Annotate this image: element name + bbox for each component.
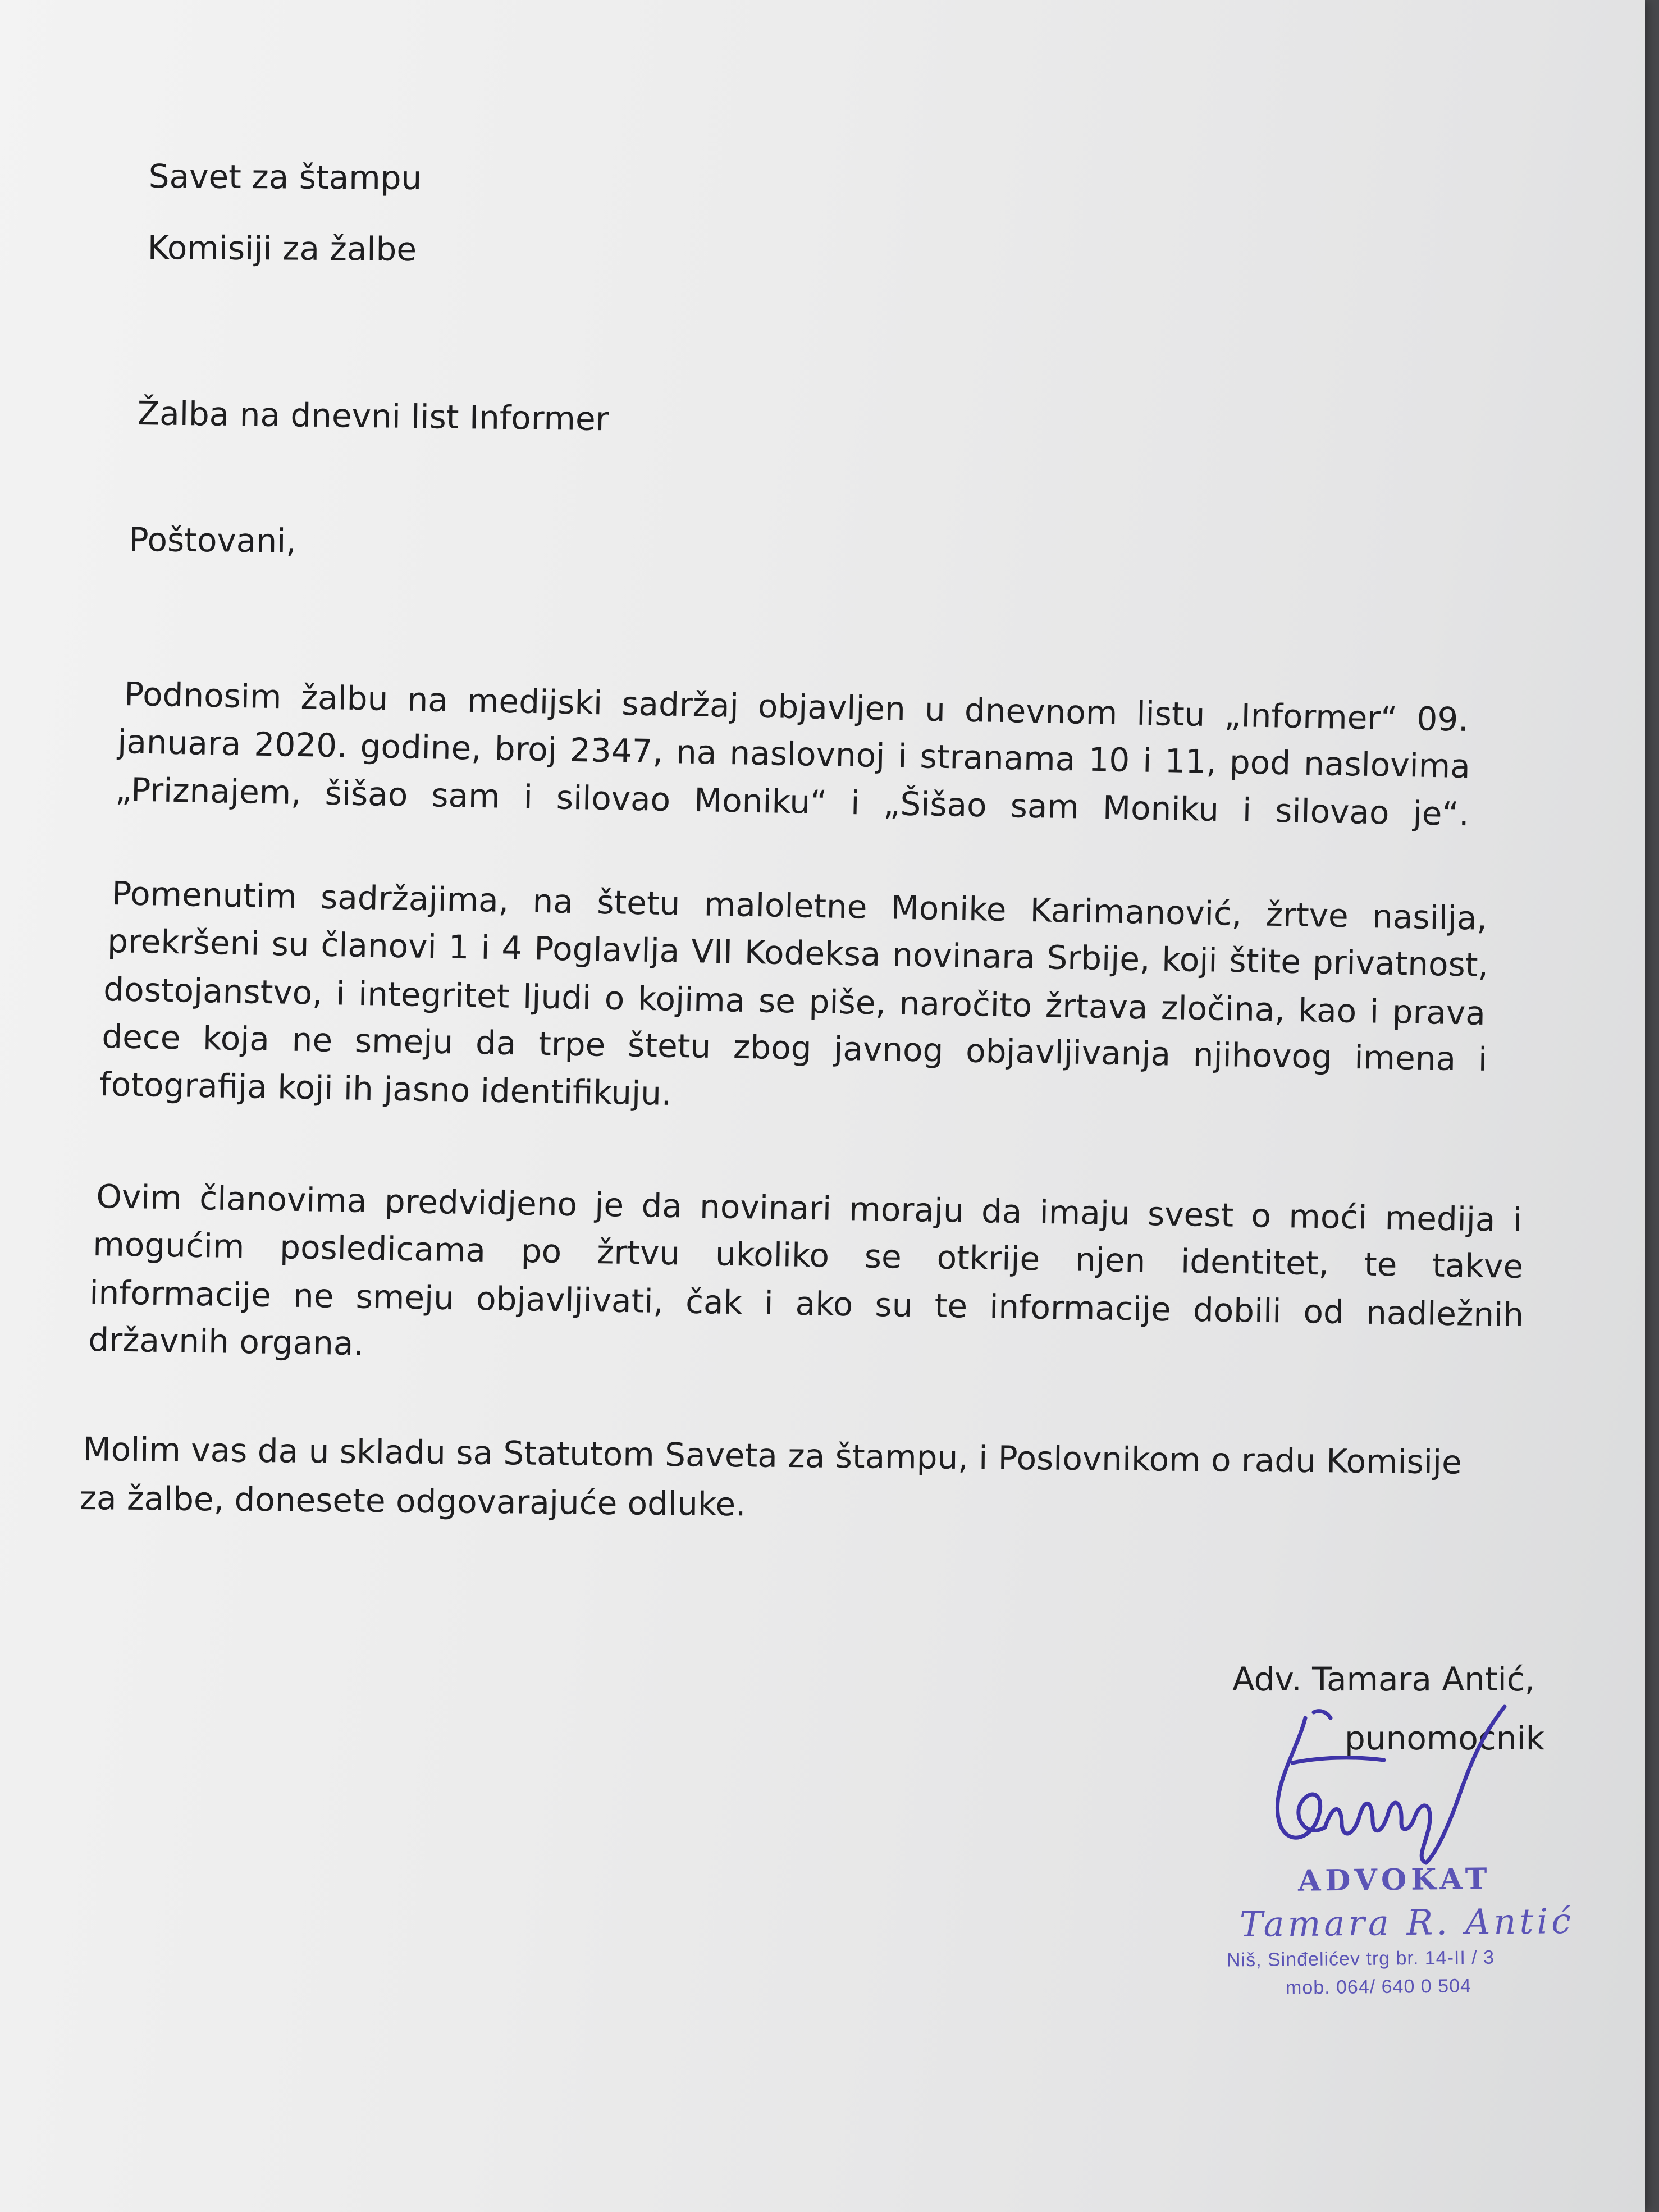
stamp-phone: mob. 064/ 640 0 504: [1285, 1975, 1472, 1999]
paragraph-line: Molim vas da u skladu sa Statutom Saveta za štampu, i Poslovnikom o radu Komisije: [83, 1430, 1463, 1482]
recipient-line-1: Savet za štampu: [148, 157, 422, 197]
paragraph-line: državnih organa.: [88, 1320, 364, 1363]
paragraph-line: dostojanstvo, i integritet ljudi o kojima se piše, naročito žrtava zločina, kao i prava: [103, 970, 1486, 1032]
greeting: Poštovani,: [129, 520, 296, 560]
paragraph-line: dece koja ne smeju da trpe štetu zbog javnog objavljivanja njihovog imena i: [101, 1017, 1488, 1078]
stamp-address: Niš, Sinđelićev trg br. 14-II / 3: [1226, 1946, 1495, 1971]
paragraph-line: mogućim posledicama po žrtvu ukoliko se otkrije njen identitet, te takve: [92, 1224, 1524, 1286]
paragraph-line: Ovim članovima predvidjeno je da novinari moraju da imaju svest o moći medija i: [95, 1177, 1523, 1240]
paragraph-line: januara 2020. godine, broj 2347, na naslovnoj i stranama 10 i 11, pod naslovima: [117, 722, 1471, 786]
subject-line: Žalba na dnevni list Informer: [137, 394, 609, 438]
paragraph-line: Podnosim žalbu na medijski sadržaj objavljen u dnevnom listu „Informer“ 09.: [124, 674, 1469, 739]
paragraph-line: prekršeni su članovi 1 i 4 Poglavlja VII Kodeksa novinara Srbije, koji štite privatnost,: [107, 921, 1489, 984]
paragraph-line: fotografija koji ih jasno identifikuju.: [99, 1064, 672, 1113]
signatory-name: Adv. Tamara Antić,: [1232, 1660, 1535, 1698]
paragraph-line: za žalbe, donesete odgovarajuće odluke.: [79, 1479, 746, 1524]
stamp-title: ADVOKAT: [1297, 1862, 1492, 1898]
paragraph-line: „Priznajem, šišao sam i silovao Moniku“ i „Šišao sam Moniku i silovao je“.: [115, 770, 1470, 834]
stamp-name: Tamara R. Antić: [1239, 1900, 1575, 1945]
recipient-line-2: Komisiji za žalbe: [147, 228, 417, 268]
paragraph-line: Pomenutim sadržajima, na štetu maloletne Monike Karimanović, žrtve nasilja,: [111, 874, 1488, 938]
signatory-role: punomoćnik: [1345, 1719, 1545, 1757]
handwritten-signature: [1258, 1684, 1527, 1875]
paragraph-line: informacije ne smeju objavljivati, čak i ako su te informacije dobili od nadležnih: [89, 1273, 1524, 1334]
